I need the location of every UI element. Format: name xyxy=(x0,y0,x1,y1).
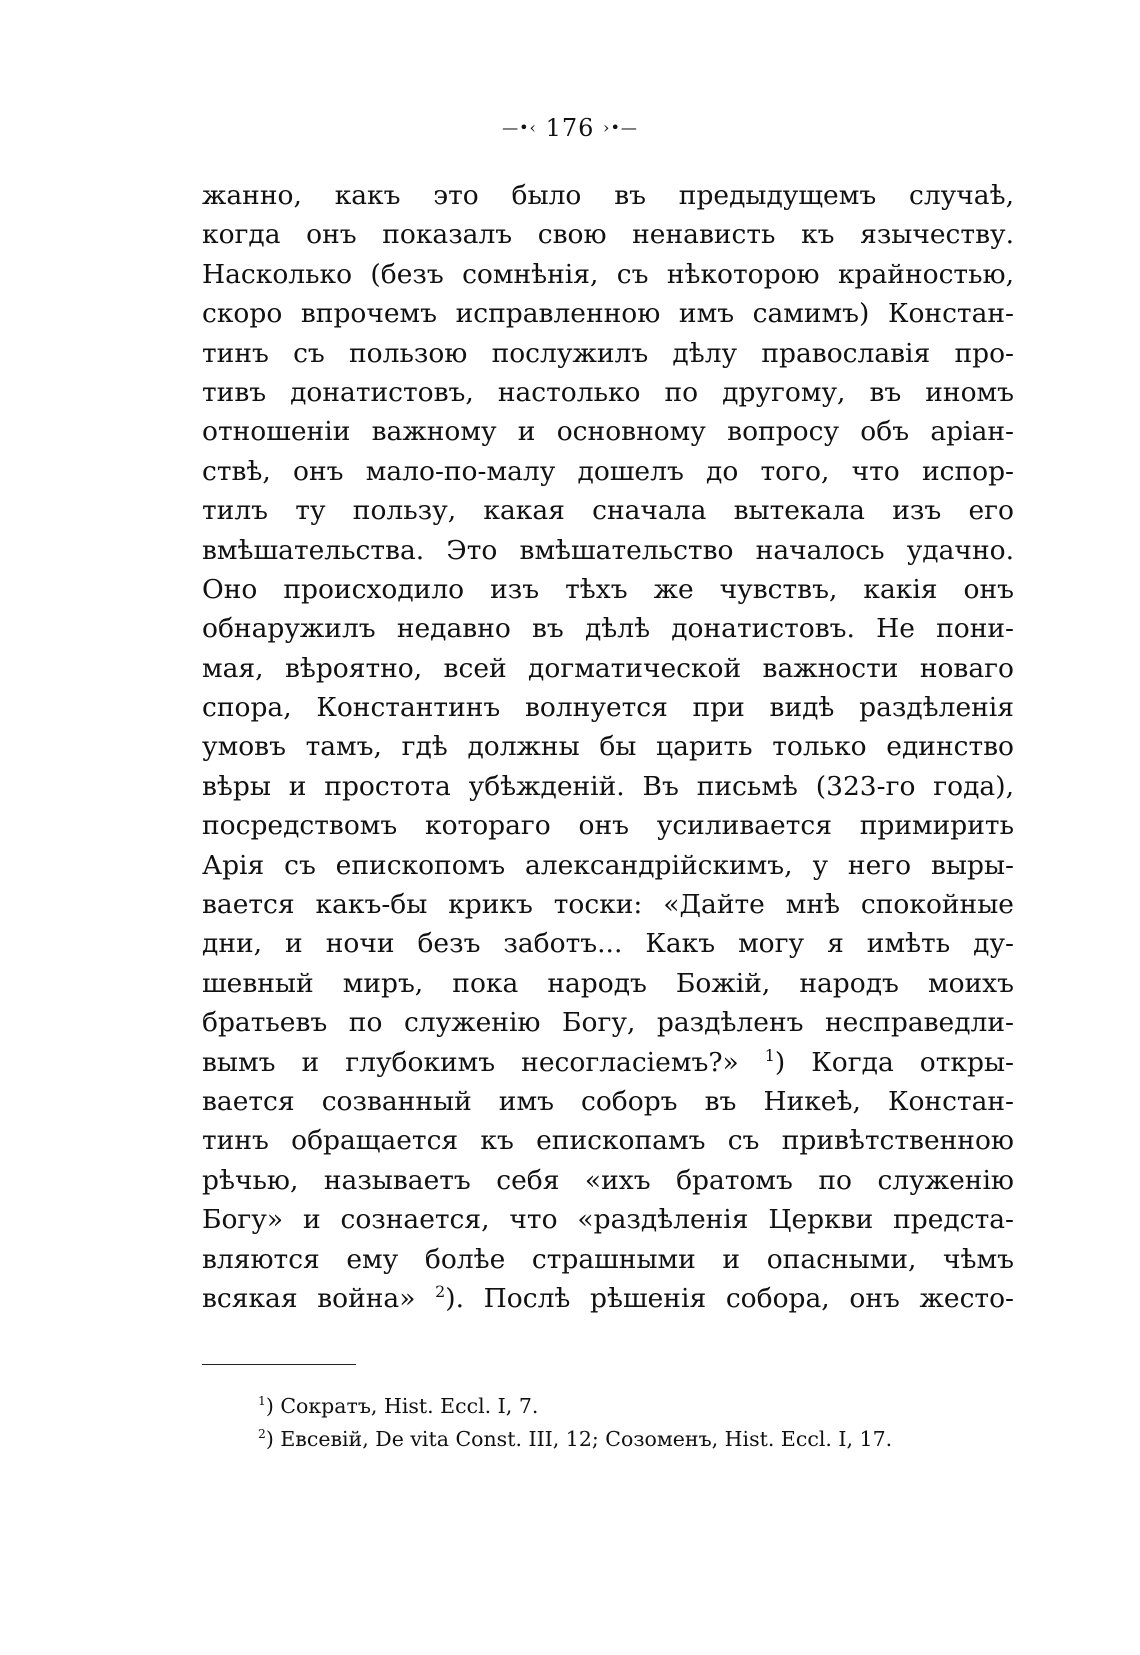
text-line: посредствомъ котораго онъ усиливается примирить xyxy=(202,810,1014,842)
text-line: вается какъ-бы крикъ тоски: «Дайте мнѣ спокойные xyxy=(202,889,1014,921)
footnote-divider xyxy=(202,1364,356,1365)
main-text xyxy=(202,176,1014,1318)
text-line: тивъ донатистовъ, настолько по другому, въ иномъ xyxy=(202,376,1014,408)
text-line: спора, Константинъ волнуется при видѣ раздѣленія xyxy=(202,692,1014,724)
footnote-text: ) Евсевій, De vita Const. III, 12; Созоменъ, Hist. Eccl. I, 17. xyxy=(265,1427,893,1451)
footnotes xyxy=(258,1390,1018,1456)
footnote-text: ) Сократъ, Hist. Eccl. I, 7. xyxy=(265,1394,539,1418)
text-line: Оно происходило изъ тѣхъ же чувствъ, какія онъ xyxy=(202,573,1014,605)
page-number: 176 xyxy=(545,114,595,142)
text-line: ствѣ, онъ мало-по-малу дошелъ до того, что испор- xyxy=(202,455,1014,487)
text-line: тилъ ту пользу, какая сначала вытекала изъ его xyxy=(202,495,1014,527)
text-line: тинъ съ пользою послужилъ дѣлу православія про- xyxy=(202,337,1014,369)
footnote-marker: 1 xyxy=(258,1394,266,1409)
footnote-1 xyxy=(258,1390,1018,1423)
text-line: отношеніи важному и основному вопросу объ аріан- xyxy=(202,416,1014,448)
text-line: мая, вѣроятно, всей догматической важности новаго xyxy=(202,652,1014,684)
header-ornament-right: ›•— xyxy=(603,118,638,137)
text-line-with-footnote-ref xyxy=(202,1043,1014,1082)
text-line: братьевъ по служенію Богу, раздѣленъ несправедли- xyxy=(202,1007,1014,1039)
text-line: вляются ему болѣе страшными и опасными, чѣмъ xyxy=(202,1243,1014,1275)
text-line: обнаружилъ недавно въ дѣлѣ донатистовъ. Не пони- xyxy=(202,613,1014,645)
text-line: умовъ тамъ, гдѣ должны бы царить только единство xyxy=(202,731,1014,763)
text-line: жанно, какъ это было въ предыдущемъ случаѣ, xyxy=(202,180,1014,211)
footnote-2 xyxy=(258,1423,1018,1456)
header-ornament-left: —•‹ xyxy=(502,118,537,137)
text-line: тинъ обращается къ епископамъ съ привѣтственною xyxy=(202,1125,1014,1157)
text-segment: вымъ и глубокимъ несогласіемъ?» xyxy=(202,1046,739,1078)
text-segment: ) Когда откры- xyxy=(774,1046,1014,1078)
text-line: вѣры и простота убѣжденій. Въ письмѣ (323-го года), xyxy=(202,770,1014,802)
text-line: вмѣшательства. Это вмѣшательство началось удачно. xyxy=(202,534,1014,566)
text-segment: ). Послѣ рѣшенія собора, онъ жесто- xyxy=(445,1282,1014,1314)
text-line: дни, и ночи безъ заботъ... Какъ могу я имѣть ду- xyxy=(202,928,1014,960)
footnote-ref-2: 2 xyxy=(435,1282,446,1302)
text-line: Богу» и сознается, что «раздѣленія Церкви предста- xyxy=(202,1204,1014,1236)
text-line: рѣчью, называетъ себя «ихъ братомъ по служенію xyxy=(202,1164,1014,1196)
text-line: Арія съ епископомъ александрійскимъ, у него выры- xyxy=(202,849,1014,881)
text-line: шевный миръ, пока народъ Божій, народъ моихъ xyxy=(202,967,1014,999)
text-line: когда онъ показалъ свою ненависть къ язычеству. xyxy=(202,219,1014,251)
text-line: Насколько (безъ сомнѣнія, съ нѣкоторою крайностью, xyxy=(202,258,1014,290)
footnote-marker: 2 xyxy=(258,1427,266,1442)
text-line: скоро впрочемъ исправленною имъ самимъ) Констан- xyxy=(202,298,1014,330)
footnote-ref-1: 1 xyxy=(764,1045,775,1065)
text-segment: всякая война» xyxy=(202,1282,416,1314)
page-header xyxy=(0,114,1140,142)
text-line: вается созванный имъ соборъ въ Никеѣ, Констан- xyxy=(202,1085,1014,1117)
text-line-with-footnote-ref xyxy=(202,1279,1014,1318)
